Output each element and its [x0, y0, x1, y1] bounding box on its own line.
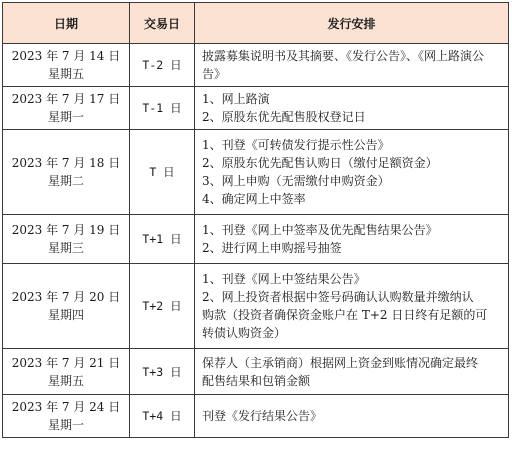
table-row — [3, 87, 509, 130]
arrangement-cell — [195, 395, 509, 438]
arrangement-line: 购款（投资者确保资金账户在 T+2 日日终有足额的可 — [202, 308, 488, 322]
table-body — [3, 44, 509, 438]
date-cell — [3, 215, 130, 264]
trading-day-cell: T 日 — [130, 130, 195, 215]
arrangement-line: 刊登《发行结果公告》 — [202, 409, 323, 423]
arrangement-line: 2、进行网上申购摇号抽签 — [202, 241, 342, 255]
table-row — [3, 264, 509, 349]
arrangement-line: 1、刊登《网上中签率及优先配售结果公告》 — [202, 223, 438, 237]
date-text: 2023 年 7 月 14 日 — [11, 49, 121, 63]
weekday-text: 星期五 — [47, 67, 84, 81]
arrangement-cell — [195, 44, 509, 87]
arrangement-line: 2、原股东优先配售认购日（缴付足额资金） — [202, 156, 438, 170]
header-arrangement: 发行安排 — [195, 3, 509, 44]
arrangement-line: 告》 — [202, 67, 227, 81]
table-row — [3, 44, 509, 87]
arrangement-cell — [195, 264, 509, 349]
arrangement-line: 2、网上投资者根据中签号码确认认购数量并缴纳认 — [202, 290, 474, 304]
header-trading-day: 交易日 — [130, 3, 195, 44]
arrangement-line: 1、网上路演 — [202, 92, 270, 106]
date-cell — [3, 130, 130, 215]
weekday-text: 星期四 — [47, 308, 84, 322]
trading-day-cell: T+1 日 — [130, 215, 195, 264]
date-cell — [3, 349, 130, 395]
weekday-text: 星期三 — [47, 241, 84, 255]
arrangement-cell — [195, 130, 509, 215]
date-text: 2023 年 7 月 18 日 — [11, 156, 121, 170]
trading-day-cell: T-1 日 — [130, 87, 195, 130]
arrangement-line: 披露募集说明书及其摘要、《发行公告》、《网上路演公 — [202, 49, 485, 63]
date-cell — [3, 264, 130, 349]
weekday-text: 星期五 — [47, 373, 84, 388]
weekday-text: 星期一 — [47, 418, 84, 432]
date-cell — [3, 44, 130, 87]
date-text: 2023 年 7 月 21 日 — [11, 355, 121, 370]
weekday-text: 星期二 — [47, 174, 84, 188]
trading-day-cell: T+4 日 — [130, 395, 195, 438]
arrangement-line: 保荐人（主承销商）根据网上资金到账情况确定最终 — [202, 355, 479, 370]
arrangement-line: 转债认购资金） — [202, 326, 287, 340]
header-date: 日期 — [3, 3, 130, 44]
arrangement-line: 2、原股东优先配售股权登记日 — [202, 110, 366, 124]
table-row — [3, 395, 509, 438]
date-text: 2023 年 7 月 19 日 — [11, 223, 121, 237]
table-row — [3, 130, 509, 215]
trading-day-cell: T+3 日 — [130, 349, 195, 395]
arrangement-line: 1、刊登《可转债发行提示性公告》 — [202, 138, 390, 152]
trading-day-cell: T+2 日 — [130, 264, 195, 349]
arrangement-cell — [195, 215, 509, 264]
arrangement-cell — [195, 349, 509, 395]
table-row — [3, 349, 509, 395]
date-cell — [3, 87, 130, 130]
header-row — [3, 3, 509, 44]
date-cell — [3, 395, 130, 438]
issuance-schedule-table — [2, 2, 509, 438]
date-text: 2023 年 7 月 20 日 — [11, 290, 121, 304]
arrangement-cell — [195, 87, 509, 130]
date-text: 2023 年 7 月 24 日 — [11, 400, 121, 414]
arrangement-line: 1、刊登《网上中签结果公告》 — [202, 272, 366, 286]
date-text: 2023 年 7 月 17 日 — [11, 92, 121, 106]
table-row — [3, 215, 509, 264]
trading-day-cell: T-2 日 — [130, 44, 195, 87]
weekday-text: 星期一 — [47, 110, 84, 124]
arrangement-line: 3、网上申购（无需缴付申购资金） — [202, 174, 390, 188]
arrangement-line: 4、确定网上中签率 — [202, 192, 306, 206]
table-header — [3, 3, 509, 44]
arrangement-line: 配售结果和包销金额 — [202, 373, 311, 388]
